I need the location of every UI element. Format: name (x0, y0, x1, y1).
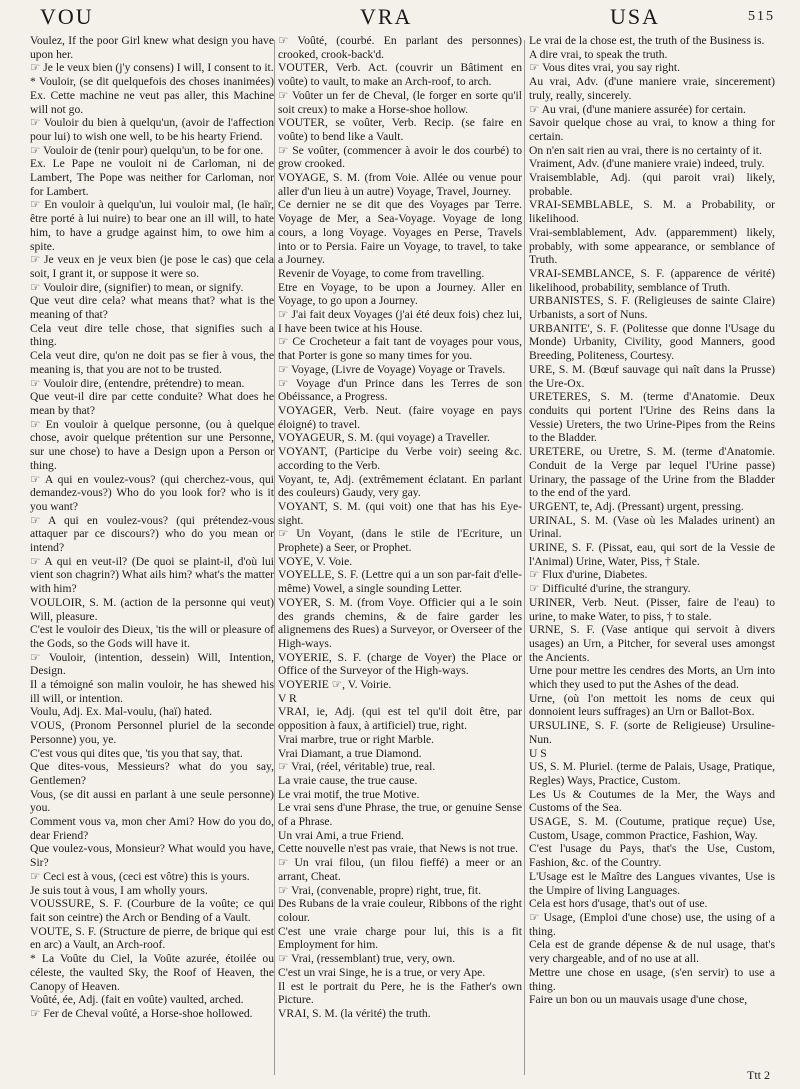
dictionary-entry: ☞ A qui en veut-il? (De quoi se plaint-il, d'où lui vient son chagrin?) What ails him? what's the matter with him? (30, 554, 274, 596)
dictionary-entry: ☞ J'ai fait deux Voyages (j'ai été deux fois) chez lui, I have been twice at his House. (278, 308, 522, 335)
dictionary-entry: ☞ Vrai, (convenable, propre) right, true, fit. (278, 883, 481, 897)
dictionary-entry: VOYANT, (Participe du Verbe voir) seeing &c. according to the Verb. (278, 445, 522, 472)
dictionary-entry: Savoir quelque chose au vrai, to know a thing for certain. (529, 116, 775, 143)
dictionary-entry: ☞ Vrai, (ressemblant) true, very, own. (278, 952, 456, 966)
dictionary-entry: ☞ Vouloir du bien à quelqu'un, (avoir de l'affection pour lui) to wish one well, to be his hearty Friend. (30, 116, 274, 143)
dictionary-entry: ☞ Vous dites vrai, you say right. (529, 61, 681, 75)
column-2 (278, 34, 522, 1079)
dictionary-entry: ☞ En vouloir à quelqu'un, lui vouloir mal, (le haïr, être porté à lui nuire) to bear one an ill will, to hate him, to have a grudge against him, to owe him a spite. (30, 198, 274, 253)
dictionary-entry: ☞ Vouloir dire, (entendre, prétendre) to mean. (30, 376, 245, 390)
dictionary-entry: Vraiment, Adv. (d'une maniere vraie) indeed, truly. (529, 157, 765, 171)
dictionary-entry: ☞ Ceci est à vous, (ceci est vôtre) this is yours. (30, 869, 250, 883)
dictionary-entry: Cela est de grande dépense & de nul usage, that's very chargeable, and of no use at all. (529, 938, 775, 966)
dictionary-entry: Le vrai sens d'une Phrase, the true, or genuine Sense of a Phrase. (278, 801, 522, 829)
dictionary-entry: Voûté, ée, Adj. (fait en voûte) vaulted, arched. (30, 993, 244, 1007)
dictionary-entry: VOUSSURE, S. F. (Courbure de la voûte; ce qui fait son ceintre) the Arch or Bending of a Vault. (30, 897, 274, 924)
dictionary-entry: URINE, S. F. (Pissat, eau, qui sort de la Vessie de l'Animal) Urine, Water, Piss, † Stale. (529, 541, 775, 568)
dictionary-entry: VOYELLE, S. F. (Lettre qui a un son par-fait d'elle-même) Vowel, a single sounding Letter. (278, 568, 522, 596)
column-divider (274, 40, 275, 1075)
dictionary-entry: ☞ Se voûter, (commencer à avoir le dos courbé) to grow crooked. (278, 143, 522, 171)
dictionary-entry: ☞ Vouloir dire, (signifier) to mean, or signify. (30, 280, 244, 294)
dictionary-entry: Le vrai motif, the true Motive. (278, 787, 420, 801)
dictionary-entry: VOUTER, Verb. Act. (couvrir un Bâtiment en voûte) to vault, to make an Arch-roof, to arch. (278, 61, 522, 89)
dictionary-entry: ☞ Au vrai, (d'une maniere assurée) for certain. (529, 102, 746, 116)
dictionary-entry: VOYAGEUR, S. M. (qui voyage) a Traveller. (278, 431, 490, 445)
dictionary-entry: URBANITE', S. F. (Politesse que donne l'Usage du Monde) Urbanity, Civility, good Manners, good Breeding, Politeness, Courtesy. (529, 321, 775, 363)
dictionary-entry: ☞ Flux d'urine, Diabetes. (529, 568, 648, 582)
dictionary-entry: Au vrai, Adv. (d'une maniere vraie, sincerement) truly, really, sincerely. (529, 75, 775, 102)
column-1 (30, 34, 274, 1079)
dictionary-entry: VRAI-SEMBLABLE, S. M. a Probability, or likelihood. (529, 198, 775, 226)
dictionary-entry: Ex. Le Pape ne vouloit ni de Carloman, ni de Lambert, The Pope was neither for Carloman, nor for Lambert. (30, 157, 274, 198)
dictionary-entry: VOYER, S. M. (from Voye. Officier qui a le soin des grands chemins, & de faire garder les alignemens des Rues) a Surveyor, or Overseer of the High-ways. (278, 595, 522, 650)
dictionary-entry: US, S. M. Pluriel. (terme de Palais, Usage, Pratique, Regles) Ways, Practice, Custom. (529, 760, 775, 787)
dictionary-entry: Mettre une chose en usage, (s'en servir) to use a thing. (529, 965, 775, 993)
dictionary-entry: On n'en sait rien au vrai, there is no certainty of it. (529, 143, 762, 157)
dictionary-entry: VOYE, V. Voie. (278, 554, 353, 568)
dictionary-entry: Les Us & Coutumes de la Mer, the Ways and Customs of the Sea. (529, 787, 775, 815)
dictionary-entry: Vrai Diamant, a true Diamond. (278, 746, 422, 760)
dictionary-entry: Revenir de Voyage, to come from travelling. (278, 266, 485, 280)
dictionary-entry: VOUTE, S. F. (Structure de pierre, de brique qui est en arc) a Vault, an Arch-roof. (30, 924, 274, 952)
dictionary-entry: ☞ En vouloir à quelque personne, (ou à quelque chose, avoir quelque prétention sur une Personne, sur une chose) to have a Design upon a Person or thing. (30, 417, 274, 472)
dictionary-entry: VOULOIR, S. M. (action de la personne qui veut) Will, pleasure. (30, 595, 274, 623)
dictionary-entry: Des Rubans de la vraie couleur, Ribbons of the right colour. (278, 897, 522, 924)
dictionary-entry: VOYERIE, S. F. (charge de Voyer) the Place or Office of the Surveyor of the High-ways. (278, 650, 522, 678)
dictionary-entry: URGENT, te, Adj. (Pressant) urgent, pressing. (529, 499, 744, 513)
page-number: 515 (748, 9, 775, 24)
header-center: VRA (360, 4, 413, 29)
dictionary-entry: URINAL, S. M. (Vase où les Malades urinent) an Urinal. (529, 513, 775, 541)
dictionary-entry: ☞ Je veux en je veux bien (je pose le cas) que cela soit, I grant it, or suppose it were so. (30, 253, 274, 280)
dictionary-entry: C'est le vouloir des Dieux, 'tis the will or pleasure of the Gods, so the Gods will have it. (30, 623, 274, 650)
dictionary-entry: ☞ A qui en voulez-vous? (qui cherchez-vous, qui demandez-vous?) Who do you look for? who is it you want? (30, 472, 274, 513)
column-divider (524, 40, 525, 1075)
dictionary-entry: URE, S. M. (Bœuf sauvage qui naît dans la Prusse) the Ure-Ox. (529, 362, 775, 390)
dictionary-entry: ☞ Usage, (Emploi d'une chose) use, the using of a thing. (529, 911, 775, 938)
dictionary-entry: Comment vous va, mon cher Ami? How do you do, dear Friend? (30, 815, 274, 842)
dictionary-entry: Etre en Voyage, to be upon a Journey. Aller en Voyage, to go upon a Journey. (278, 280, 522, 308)
dictionary-entry: L'Usage est le Maître des Langues vivantes, Use is the Umpire of living Languages. (529, 869, 775, 897)
dictionary-entry: * Vouloir, (se dit quelquefois des choses inanimées) Ex. Cette machine ne veut pas aller, this Machine will not go. (30, 75, 274, 116)
dictionary-entry: Voyant, te, Adj. (extrêmement éclatant. En parlant des couleurs) Gaudy, very gay. (278, 472, 522, 500)
dictionary-entry: VOYANT, S. M. (qui voit) one that has his Eye-sight. (278, 499, 522, 527)
dictionary-entry: Cette nouvelle n'est pas vraie, that News is not true. (278, 842, 519, 856)
dictionary-entry: ☞ Difficulté d'urine, the strangury. (529, 582, 691, 596)
dictionary-entry: * La Voûte du Ciel, la Voûte azurée, étoilée ou céleste, the vaulted Sky, the Roof of Heaven, the Canopy of Heaven. (30, 952, 274, 993)
dictionary-entry: ☞ Ce Crocheteur a fait tant de voyages pour vous, that Porter is gone so many times for you. (278, 335, 522, 363)
dictionary-entry: La vraie cause, the true cause. (278, 773, 418, 787)
dictionary-entry: URETERE, ou Uretre, S. M. (terme d'Anatomie. Conduit de la Verge par lequel l'Urine passe) Urinary, the passage of the Urine from the Bladder to the end of the yard. (529, 445, 775, 500)
dictionary-entry: ☞ Un Voyant, (dans le stile de l'Ecriture, un Prophete) a Seer, or Prophet. (278, 527, 522, 555)
dictionary-entry: Cela veut dire, qu'on ne doit pas se fier à vous, the meaning is, that you are not to be trusted. (30, 349, 274, 376)
dictionary-entry: Vrai marbre, true or right Marble. (278, 732, 435, 746)
dictionary-entry: Urne pour mettre les cendres des Morts, an Urn into which they used to put the Ashes of the dead. (529, 664, 775, 692)
dictionary-entry: ☞ Voûté, (courbé. En parlant des personnes) crooked, crook-back'd. (278, 34, 522, 61)
dictionary-entry: ☞ Vouloir de (tenir pour) quelqu'un, to be for one. (30, 143, 264, 157)
dictionary-entry: USAGE, S. M. (Coutume, pratique reçue) Use, Custom, Usage, common Practice, Fashion, Way. (529, 815, 775, 842)
signature-mark: Ttt 2 (747, 1068, 770, 1082)
dictionary-entry: Que voulez-vous, Monsieur? What would you have, Sir? (30, 842, 274, 870)
dictionary-entry: ☞ Un vrai filou, (un filou fieffé) a meer or an arrant, Cheat. (278, 856, 522, 883)
dictionary-entry: URBANISTES, S. F. (Religieuses de sainte Claire) Urbanists, a sort of Nuns. (529, 294, 775, 322)
dictionary-entry: A dire vrai, to speak the truth. (529, 47, 668, 61)
dictionary-entry: Vraisemblable, Adj. (qui paroit vrai) likely, probable. (529, 171, 775, 198)
dictionary-entry: VRAI, S. M. (la vérité) the truth. (278, 1006, 431, 1020)
dictionary-entry: Ce dernier ne se dit que des Voyages par Terre. Voyage de Mer, a Sea-Voyage. Voyage de long cours, a long Voyage. Voyages en Perse, Travels into or to Persia. Faire un Voyage, to travel, to take a Journey. (278, 198, 522, 267)
dictionary-entry: VRAI, ie, Adj. (qui est tel qu'il doit être, par opposition à faux, à artificiel) true, right. (278, 705, 522, 733)
dictionary-entry: Le vrai de la chose est, the truth of the Business is. (529, 34, 765, 47)
header-right: USA (610, 4, 661, 29)
dictionary-entry: C'est l'usage du Pays, that's the Use, Custom, Fashion, &c. of the Country. (529, 842, 775, 870)
dictionary-entry: Urne, (où l'on mettoit les noms de ceux qui donnoient leurs suffrages) an Urn or Ballot-Box. (529, 691, 775, 719)
dictionary-entry: V R (278, 691, 297, 705)
running-header (0, 4, 800, 30)
dictionary-entry: Cela veut dire telle chose, that signifies such a thing. (30, 321, 274, 349)
dictionary-entry: Vrai-semblablement, Adv. (apparemment) likely, probably, with some appearance, or semblance of Truth. (529, 225, 775, 267)
dictionary-entry: VOYAGE, S. M. (from Voie. Allée ou venue pour aller d'un lieu à un autre) Voyage, Travel, Journey. (278, 171, 522, 198)
dictionary-entry: Que dites-vous, Messieurs? what do you say, Gentlemen? (30, 760, 274, 787)
dictionary-entry: VOUS, (Pronom Personnel pluriel de la seconde Personne) you, ye. (30, 719, 274, 746)
dictionary-entry: ☞ Voûter un fer de Cheval, (le forger en sorte qu'il soit creux) to make a Horse-shoe hollow. (278, 88, 522, 116)
dictionary-entry: Voulu, Adj. Ex. Mal-voulu, (haï) hated. (30, 705, 213, 719)
dictionary-entry: VOUTER, se voûter, Verb. Recip. (se faire en voûte) to bend like a Vault. (278, 116, 522, 143)
dictionary-entry: U S (529, 746, 547, 760)
dictionary-entry: Il est le portrait du Pere, he is the Father's own Picture. (278, 979, 522, 1007)
dictionary-entry: URINER, Verb. Neut. (Pisser, faire de l'eau) to urine, to make Water, to piss, † to stale. (529, 595, 775, 623)
dictionary-entry: Voulez, If the poor Girl knew what design you have upon her. (30, 34, 274, 61)
dictionary-entry: URETERES, S. M. (terme d'Anatomie. Deux conduits qui portent l'Urine des Reins dans la Vessie) Ureters, the two Urine-Pipes from the Reins to the Bladder. (529, 390, 775, 445)
dictionary-entry: Je suis tout à vous, I am wholly yours. (30, 883, 208, 897)
dictionary-entry: VOYERIE ☞, V. Voirie. (278, 678, 392, 692)
dictionary-entry: ☞ A qui en voulez-vous? (qui prétendez-vous attaquer par ce discours?) who do you mean or intend? (30, 513, 274, 555)
dictionary-entry: Que veut-il dire par cette conduite? What does he mean by that? (30, 390, 274, 417)
dictionary-entry: Faire un bon ou un mauvais usage d'une chose, (529, 993, 748, 1007)
dictionary-entry: C'est une vraie charge pour lui, this is a fit Employment for him. (278, 924, 522, 952)
dictionary-entry: ☞ Je le veux bien (j'y consens) I will, I consent to it. (30, 61, 274, 75)
dictionary-entry: Vous, (se dit aussi en parlant à une seule personne) you. (30, 787, 274, 815)
dictionary-entry: Que veut dire cela? what means that? what is the meaning of that? (30, 294, 274, 322)
dictionary-entry: ☞ Vouloir, (intention, dessein) Will, Intention, Design. (30, 650, 274, 678)
dictionary-entry: ☞ Voyage, (Livre de Voyage) Voyage or Travels. (278, 362, 506, 376)
dictionary-entry: C'est un vrai Singe, he is a true, or very Ape. (278, 965, 486, 979)
column-3 (529, 34, 775, 1079)
dictionary-entry: URSULINE, S. F. (sorte de Religieuse) Ursuline-Nun. (529, 719, 775, 746)
dictionary-entry: Cela est hors d'usage, that's out of use. (529, 897, 708, 911)
dictionary-entry: VRAI-SEMBLANCE, S. F. (apparence de vérité) likelihood, probability, semblance of Truth. (529, 266, 775, 294)
header-left: VOU (40, 4, 94, 29)
dictionary-entry: Il a témoigné son malin vouloir, he has shewed his ill will, or intention. (30, 678, 274, 705)
dictionary-entry: ☞ Voyage d'un Prince dans les Terres de son Obéissance, a Progress. (278, 376, 522, 404)
dictionary-entry: VOYAGER, Verb. Neut. (faire voyage en pays éloigné) to travel. (278, 403, 522, 431)
dictionary-entry: C'est vous qui dites que, 'tis you that say, that. (30, 746, 243, 760)
dictionary-entry: URNE, S. F. (Vase antique qui servoit à divers usages) an Urn, a Pitcher, for several uses amongst the Ancients. (529, 623, 775, 664)
dictionary-entry: ☞ Fer de Cheval voûté, a Horse-shoe hollowed. (30, 1006, 253, 1020)
dictionary-entry: ☞ Vrai, (réel, véritable) true, real. (278, 760, 436, 774)
dictionary-entry: Un vrai Ami, a true Friend. (278, 828, 404, 842)
